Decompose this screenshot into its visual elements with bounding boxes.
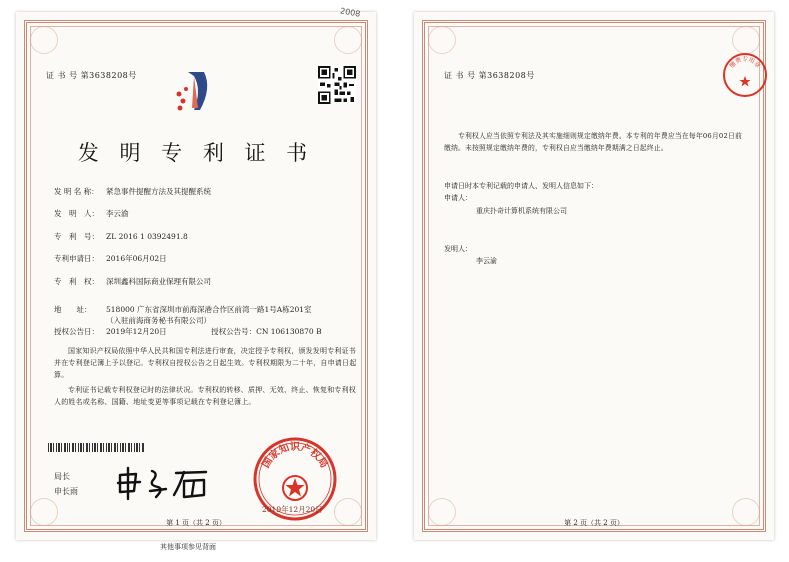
certificate-number: 证 书 号 第3638208号 bbox=[444, 71, 535, 80]
grant-number: CN 106130870 B bbox=[256, 327, 322, 336]
field-value: 李云渝 bbox=[106, 209, 129, 218]
director-name: 申长雨 bbox=[54, 487, 78, 496]
inventor-name: 李云渝 bbox=[476, 257, 497, 265]
field-value: 深圳鑫科国际商业保理有限公司 bbox=[106, 277, 211, 286]
seal-text: 国家知识产权局 bbox=[260, 442, 330, 471]
corner-ornament bbox=[732, 26, 760, 54]
field-invention-name bbox=[54, 186, 211, 197]
handwritten-note: 2008 bbox=[339, 6, 361, 19]
field-grant-info bbox=[54, 326, 322, 337]
applicant-info-heading: 申请日时本专利记载的申请人、发明人信息如下： bbox=[444, 182, 598, 190]
field-label: 发 明 名 称： bbox=[54, 187, 99, 196]
registry-statement: 专利证书记载专利权登记时的法律状况。专利权的转移、质押、无效、终止、恢复和专利权人的姓名或名称、国籍、地址变更等事项记载在专利登记簿上。 bbox=[54, 386, 356, 406]
seal-date: 2019年12月20日 bbox=[262, 505, 323, 514]
director-signature bbox=[114, 465, 214, 501]
page-number: 第 1 页（共 2 页） bbox=[166, 519, 226, 527]
applicant-name: 重庆扑奇计算机系统有限公司 bbox=[476, 207, 567, 215]
annual-fee-notice: 专利权人应当依照专利法及其实施细则规定缴纳年费。本专利的年费应当在每年06月02日前缴纳。未按照规定缴纳年费的，专利权自应当缴纳年费期满之日起终止。 bbox=[444, 132, 742, 152]
certificate-front-page bbox=[16, 12, 376, 540]
director-title: 局长 bbox=[54, 472, 70, 481]
certificate-title: 发 明 专 利 证 书 bbox=[77, 141, 315, 165]
svg-text:国家知识产权局 bbox=[259, 440, 331, 470]
corner-ornament bbox=[334, 26, 362, 54]
field-patentee bbox=[54, 276, 211, 287]
footnote: 其他事项参见背面 bbox=[160, 543, 216, 551]
field-label: 专 利 权： bbox=[54, 277, 99, 286]
fee-seal-icon bbox=[722, 52, 768, 98]
applicant-label: 申请人： bbox=[444, 194, 472, 202]
field-patent-number bbox=[54, 231, 188, 242]
certificate-number: 证 书 号 第3638208号 bbox=[46, 71, 137, 80]
field-address bbox=[54, 304, 326, 326]
certificate-back-page bbox=[414, 12, 774, 540]
grant-date: 2019年12月20日 bbox=[106, 327, 167, 336]
field-label: 发 明 人： bbox=[54, 209, 99, 218]
corner-ornament bbox=[428, 26, 456, 54]
field-label: 专 利 号： bbox=[54, 232, 99, 241]
corner-ornament bbox=[30, 26, 58, 54]
field-value: 紧急事件提醒方法及其提醒系统 bbox=[106, 187, 211, 196]
page-number: 第 2 页（共 2 页） bbox=[564, 519, 624, 527]
inventor-label: 发明人： bbox=[444, 245, 472, 253]
barcode-icon bbox=[48, 443, 144, 452]
inner-border bbox=[428, 26, 760, 526]
cnipa-logo-icon bbox=[174, 68, 214, 114]
seal-text: 缴费专用章 bbox=[728, 56, 762, 70]
field-value: 518000 广东省深圳市前海深港合作区前湾一路1号A栋201室（入驻前海商务秘书有限公司） bbox=[106, 305, 312, 325]
qr-code-icon bbox=[318, 66, 356, 104]
field-value: ZL 2016 1 0392491.8 bbox=[106, 232, 188, 241]
field-label: 专利申请日： bbox=[54, 254, 99, 263]
field-application-date bbox=[54, 253, 167, 264]
field-label: 授权公告日： bbox=[54, 327, 99, 336]
grant-statement: 国家知识产权局依照中华人民共和国专利法进行审查，决定授予专利权，颁发发明专利证书并在专利登记簿上予以登记。专利权自授权公告之日起生效。专利权期限为二十年，自申请日起算。 bbox=[54, 347, 357, 379]
field-label: 授权公告号： bbox=[211, 327, 257, 336]
field-label: 地 址： bbox=[54, 305, 92, 314]
field-value: 2016年06月02日 bbox=[106, 254, 167, 263]
field-inventor bbox=[54, 208, 129, 219]
